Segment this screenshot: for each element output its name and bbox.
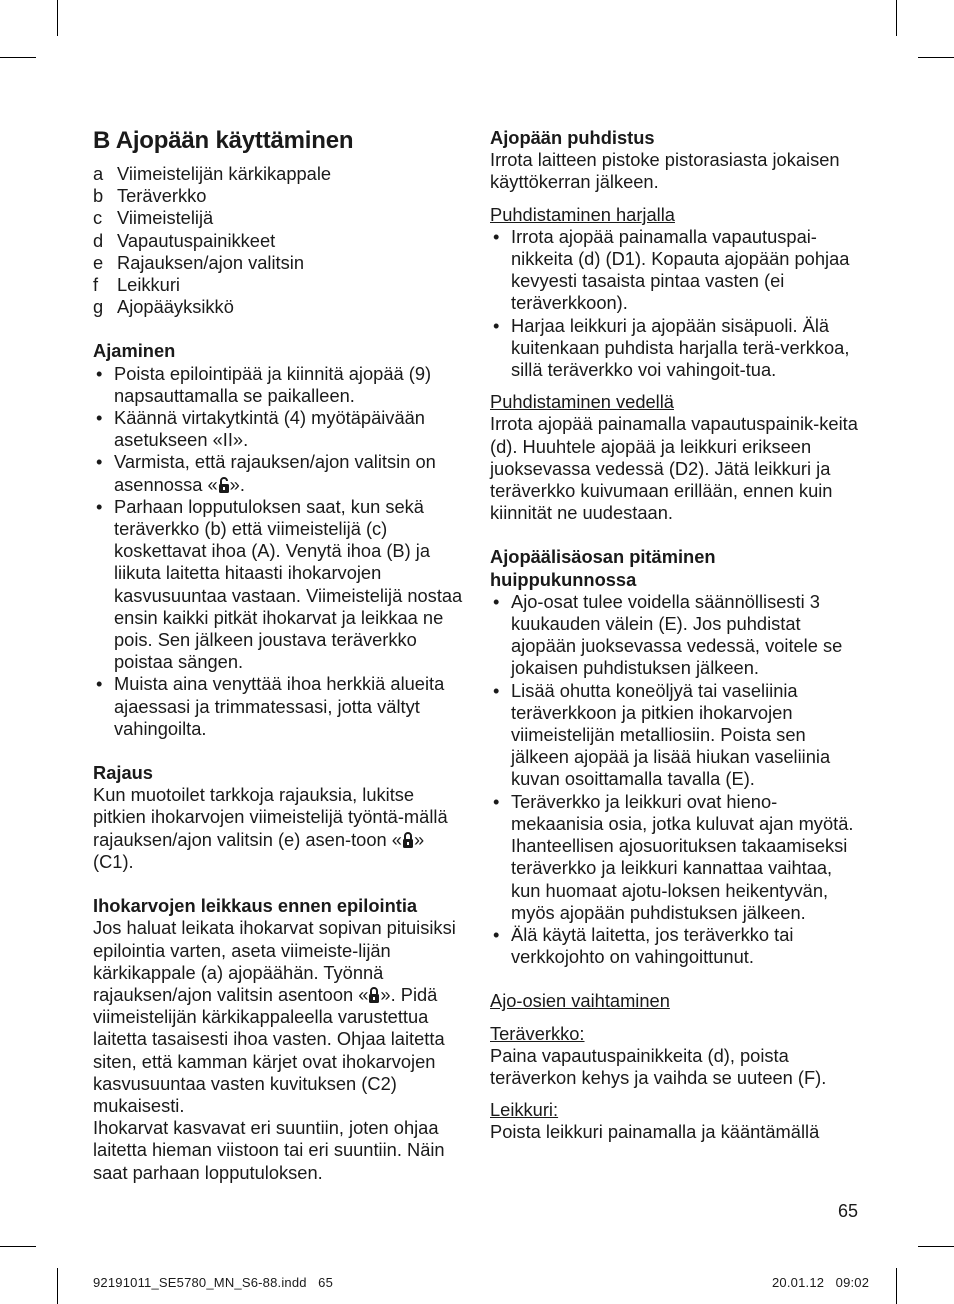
harjalla-heading: Puhdistaminen harjalla (490, 203, 675, 225)
paragraph-text-end: ». Pidä viimeistelijän kärkikappaleella varustettua laitetta tasaisesti ihoa vasten. Ohjaa laitetta siten, että kamman kärjet ovat ihokarvojen kasvusuuntaa vasten kuvituksen (C2) mukaisesti. (93, 983, 445, 1116)
bullet: • (96, 451, 103, 473)
leikkaus-text-2: Ihokarvat kasvavat eri suuntiin, joten ohjaa laitetta hieman viistoon tai eri suuntiin. Näin saat parhaan lopputuloksen. (93, 1117, 445, 1183)
list-item (93, 407, 468, 451)
leikkaus-heading: Ihokarvojen leikkaus ennen epilointia (93, 895, 418, 917)
list-item (490, 315, 865, 382)
item-text: Irrota ajopää painamalla vapautuspai-nikkeita (d) (D1). Kopauta ajopään pohjaa kevyesti tasaista pintaa vasten (ei teräverkkoon). (511, 225, 850, 314)
list-item (93, 673, 468, 740)
parts-list (93, 163, 468, 318)
item-text: Älä käytä laitetta, jos teräverkko tai verkkojohto on vahingoittunut. (511, 923, 794, 968)
item-letter: d (93, 229, 104, 251)
list-item (93, 363, 468, 407)
list-item (490, 591, 865, 680)
list-item (490, 791, 865, 924)
leikkaus-text (93, 917, 468, 1117)
paragraph-text: Kun muotoilet tarkkoja rajauksia, lukitse pitkien ihokarvojen viimeistelijä työntä-mällä rajauksen/ajon valitsin (e) asen-toon « (93, 784, 448, 850)
bullet: • (493, 790, 500, 812)
teraverkko-heading: Teräverkko: (490, 1022, 585, 1044)
puhdistus-heading: Ajopään puhdistus (490, 127, 655, 148)
rajaus-heading: Rajaus (93, 762, 153, 784)
list-item (93, 207, 468, 229)
vedella-heading: Puhdistaminen vedellä (490, 391, 674, 413)
bullet: • (493, 314, 500, 336)
item-text: Teräverkko ja leikkuri ovat hieno-mekaanisia osia, jotka kuluvat ajan myötä. Ihanteellisen ajosuorituksen takaamiseksi teräverkko ja leikkuri kannattaa vaihtaa, kun huomaat ajotu-loksen heikentyvän, myös ajopään puhdistuksen jälkeen. (511, 790, 854, 923)
section-title: B Ajopään käyttäminen (93, 127, 354, 154)
list-item (490, 680, 865, 791)
item-text: Käännä virtakytkintä (4) myötäpäivään asetukseen «II». (114, 407, 425, 451)
crop-mark (918, 57, 954, 58)
item-text: Varmista, että rajauksen/ajon valitsin on asennossa « (114, 451, 436, 495)
left-column (93, 127, 468, 1184)
crop-mark (918, 1246, 954, 1247)
item-letter: c (93, 207, 103, 229)
item-letter: g (93, 296, 104, 318)
crop-mark (57, 1268, 58, 1304)
bullet: • (493, 590, 500, 612)
rajaus-text (93, 784, 468, 873)
teraverkko-text: Paina vapautuspainikkeita (d), poista teräverkon kehys ja vaihda se uuteen (F). (490, 1044, 827, 1088)
crop-mark (896, 1268, 897, 1304)
item-text: Ajo-osat tulee voidella säännöllisesti 3 kuukauden välein (E). Jos puhdistat ajopään juoksevassa vedessä, voitele se jokaisen puhdistuksen jälkeen. (511, 590, 843, 679)
bullet: • (493, 679, 500, 701)
item-text-end: ». (229, 473, 245, 495)
bullet: • (96, 407, 103, 429)
leikkuri-text: Poista leikkuri painamalla ja kääntämällä (490, 1121, 820, 1143)
footer-date: 20.01.12 09:02 (772, 1275, 870, 1290)
kunnossa-heading: Ajopäälisäosan pitäminen huippukunnossa (490, 546, 716, 590)
item-text: Viimeistelijän kärkikappale (117, 163, 332, 184)
ajaminen-list (93, 363, 468, 740)
list-item (93, 274, 468, 296)
paragraph-text-end: » (C1). (93, 828, 425, 872)
item-text: Rajauksen/ajon valitsin (117, 251, 304, 273)
bullet: • (493, 225, 500, 247)
crop-mark (896, 0, 897, 36)
bullet: • (96, 362, 103, 384)
list-item (93, 185, 468, 207)
list-item (93, 163, 468, 185)
item-text: Ajopääyksikkö (117, 296, 234, 318)
item-letter: a (93, 163, 104, 184)
item-text: Teräverkko (117, 185, 207, 207)
crop-mark (57, 0, 58, 36)
item-text: Muista aina venyttää ihoa herkkiä alueita ajaessasi ja trimmatessasi, jotta vältyt vahingoilta. (114, 673, 445, 739)
list-item (93, 230, 468, 252)
ajaminen-heading: Ajaminen (93, 340, 176, 362)
crop-mark (0, 1246, 36, 1247)
vedella-text: Irrota ajopää painamalla vapautuspainik-keita (d). Huuhtele ajopää ja leikkuri erikseen juoksevassa vedessä (D2). Jätä leikkuri ja teräverkko kuivumaan erillään, ennen kuin kiinnität ne uudestaan. (490, 413, 858, 524)
list-item (93, 252, 468, 274)
locked-padlock-icon (402, 831, 414, 849)
list-item (93, 496, 468, 674)
bullet: • (493, 923, 500, 945)
crop-mark (0, 57, 36, 58)
bullet: • (96, 495, 103, 517)
item-letter: e (93, 251, 104, 273)
footer-file: 92191011_SE5780_MN_S6-88.indd 65 (93, 1275, 334, 1290)
bullet: • (96, 673, 103, 695)
locked-padlock-icon (368, 986, 380, 1004)
item-text: Harjaa leikkuri ja ajopään sisäpuoli. Älä kuitenkaan puhdista harjalla terä-verkkoa, sillä teräverkko voi vahingoit-tua. (511, 314, 850, 381)
leikkuri-heading: Leikkuri: (490, 1099, 559, 1121)
kunnossa-list (490, 591, 865, 968)
item-text: Vapautuspainikkeet (117, 229, 276, 251)
list-item (490, 924, 865, 968)
harjalla-list (490, 226, 865, 381)
item-text: Viimeistelijä (117, 207, 214, 229)
puhdistus-text: Irrota laitteen pistoke pistorasiasta jokaisen käyttökerran jälkeen. (490, 149, 840, 193)
page-number: 65 (838, 1201, 859, 1221)
item-text: Leikkuri (117, 274, 180, 296)
item-letter: b (93, 185, 104, 207)
list-item (490, 226, 865, 315)
item-text: Parhaan lopputuloksen saat, kun sekä teräverkko (b) että viimeistelijä (c) koskettavat ihoa (A). Venytä ihoa (B) ja liikuta laitetta hitaasti ihokarvojen kasvusuuntaa vastaan. Viimeistelijä nostaa ensin kaikki pitkät ihokarvat ja leikkaa ne pois. Sen jälkeen joustava teräverkko poistaa sängen. (114, 495, 463, 673)
vaihtaminen-heading: Ajo-osien vaihtaminen (490, 990, 670, 1012)
item-letter: f (93, 274, 99, 296)
unlocked-padlock-icon (218, 476, 230, 494)
item-text: Lisää ohutta koneöljyä tai vaseliinia teräverkkoon ja pitkien ihokarvojen viimeistelijän metalliosiin. Poista sen jälkeen ajopää ja lisää hiukan vaseliinia kuvan osoittamalla tavalla (E). (511, 679, 831, 790)
list-item (93, 451, 468, 495)
right-column (490, 127, 865, 1144)
list-item (93, 296, 468, 318)
paragraph-text: Jos haluat leikata ihokarvat sopivan pituisiksi epilointia varten, aseta viimeiste-lijän kärkikappale (a) ajopäähän. Työnnä rajauksen/ajon valitsin asentoon « (93, 917, 456, 1005)
item-text: Poista epilointipää ja kiinnitä ajopää (9) napsauttamalla se paikalleen. (114, 362, 432, 406)
